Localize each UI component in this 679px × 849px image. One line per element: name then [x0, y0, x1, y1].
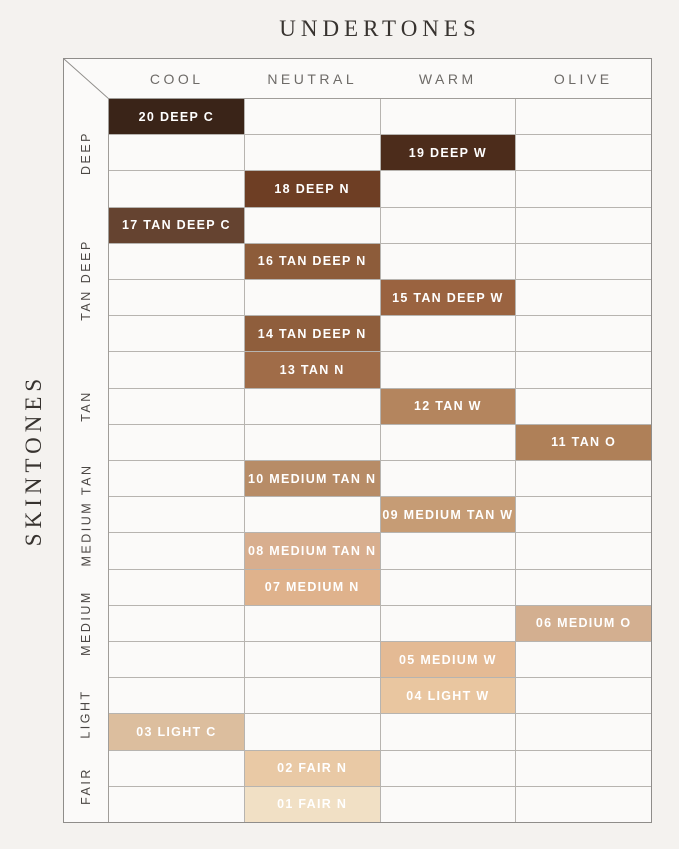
- grid-cell-empty: [109, 533, 244, 568]
- shade-grid: [109, 99, 651, 822]
- grid-cell-empty: [516, 787, 651, 822]
- grid-cell-empty: [381, 461, 516, 496]
- grid-cell-empty: [381, 787, 516, 822]
- column-header-cool: COOL: [149, 70, 204, 87]
- grid-cell-empty: [381, 171, 516, 206]
- row-group-light: [64, 677, 108, 749]
- grid-cell-empty: [516, 135, 651, 170]
- grid-cell-empty: [109, 461, 244, 496]
- grid-cell-empty: [109, 135, 244, 170]
- grid-cell-empty: [516, 461, 651, 496]
- column-headers: [109, 59, 651, 99]
- row-group-label: LIGHT: [79, 688, 93, 739]
- grid-cell-empty: [381, 714, 516, 749]
- grid-cell-empty: [516, 99, 651, 134]
- grid-cell-empty: [109, 280, 244, 315]
- row-group-label: TAN: [78, 390, 93, 423]
- grid-cell-empty: [245, 208, 380, 243]
- row-group-medium: [64, 569, 108, 677]
- grid-cell-empty: [245, 280, 380, 315]
- grid-cell-empty: [516, 570, 651, 605]
- shade-cell-11-tan-o: 11 TAN O: [516, 425, 651, 460]
- row-group-label: MEDIUM TAN: [79, 463, 94, 567]
- grid-cell-empty: [516, 280, 651, 315]
- grid-cell-empty: [109, 497, 244, 532]
- grid-cell-empty: [381, 751, 516, 786]
- grid-cell-empty: [516, 208, 651, 243]
- grid-cell-empty: [516, 533, 651, 568]
- shade-cell-08-medium-tan-n: 08 MEDIUM TAN N: [245, 533, 380, 568]
- shade-chart-table: [63, 58, 652, 823]
- grid-cell-empty: [245, 497, 380, 532]
- shade-cell-06-medium-o: 06 MEDIUM O: [516, 606, 651, 641]
- grid-cell-empty: [245, 389, 380, 424]
- grid-cell-empty: [516, 642, 651, 677]
- grid-cell-empty: [245, 135, 380, 170]
- grid-cell-empty: [109, 787, 244, 822]
- grid-cell-empty: [381, 352, 516, 387]
- grid-cell-empty: [109, 642, 244, 677]
- grid-cell-empty: [516, 751, 651, 786]
- shade-cell-14-tan-deep-n: 14 TAN DEEP N: [245, 316, 380, 351]
- shade-cell-20-deep-c: 20 DEEP C: [109, 99, 244, 134]
- grid-cell-empty: [516, 352, 651, 387]
- grid-cell-empty: [109, 171, 244, 206]
- grid-cell-empty: [109, 316, 244, 351]
- grid-cell-empty: [109, 352, 244, 387]
- grid-cell-empty: [516, 714, 651, 749]
- grid-cell-empty: [516, 316, 651, 351]
- grid-cell-empty: [109, 570, 244, 605]
- shade-cell-01-fair-n: 01 FAIR N: [245, 787, 380, 822]
- shade-cell-04-light-w: 04 LIGHT W: [381, 678, 516, 713]
- grid-cell-empty: [109, 244, 244, 279]
- shade-cell-16-tan-deep-n: 16 TAN DEEP N: [245, 244, 380, 279]
- shade-cell-17-tan-deep-c: 17 TAN DEEP C: [109, 208, 244, 243]
- column-header-olive: OLIVE: [553, 70, 613, 87]
- grid-cell-empty: [109, 389, 244, 424]
- shade-cell-12-tan-w: 12 TAN W: [381, 389, 516, 424]
- grid-cell-empty: [109, 678, 244, 713]
- row-group-label: MEDIUM: [79, 590, 94, 657]
- grid-cell-empty: [381, 244, 516, 279]
- shade-cell-15-tan-deep-w: 15 TAN DEEP W: [381, 280, 516, 315]
- chart-title: UNDERTONES: [279, 16, 481, 41]
- grid-cell-empty: [109, 751, 244, 786]
- shade-cell-07-medium-n: 07 MEDIUM N: [245, 570, 380, 605]
- row-group-label: FAIR: [78, 766, 93, 805]
- shade-cell-05-medium-w: 05 MEDIUM W: [381, 642, 516, 677]
- grid-cell-empty: [381, 99, 516, 134]
- shade-cell-02-fair-n: 02 FAIR N: [245, 751, 380, 786]
- column-header-warm: WARM: [418, 70, 477, 87]
- grid-cell-empty: [109, 606, 244, 641]
- corner-cell: [64, 59, 109, 99]
- shade-cell-18-deep-n: 18 DEEP N: [245, 171, 380, 206]
- grid-cell-empty: [516, 171, 651, 206]
- row-group-medium-tan: [64, 461, 108, 569]
- grid-cell-empty: [381, 533, 516, 568]
- shade-cell-19-deep-w: 19 DEEP W: [381, 135, 516, 170]
- row-group-deep: [64, 99, 108, 207]
- grid-cell-empty: [245, 425, 380, 460]
- grid-cell-empty: [245, 99, 380, 134]
- corner-diagonal-line: [64, 59, 109, 99]
- grid-cell-empty: [245, 642, 380, 677]
- row-group-fair: [64, 750, 108, 822]
- grid-cell-empty: [245, 714, 380, 749]
- shade-cell-09-medium-tan-w: 09 MEDIUM TAN W: [381, 497, 516, 532]
- row-group-tan: [64, 352, 108, 460]
- shade-cell-03-light-c: 03 LIGHT C: [109, 714, 244, 749]
- column-header-neutral: NEUTRAL: [267, 70, 358, 87]
- y-axis-title: SKINTONES: [21, 373, 46, 547]
- grid-cell-empty: [381, 316, 516, 351]
- shade-cell-13-tan-n: 13 TAN N: [245, 352, 380, 387]
- row-group-tan-deep: [64, 207, 108, 352]
- grid-cell-empty: [516, 389, 651, 424]
- grid-cell-empty: [245, 606, 380, 641]
- grid-cell-empty: [381, 606, 516, 641]
- grid-cell-empty: [245, 678, 380, 713]
- grid-cell-empty: [109, 425, 244, 460]
- shade-cell-10-medium-tan-n: 10 MEDIUM TAN N: [245, 461, 380, 496]
- grid-cell-empty: [516, 497, 651, 532]
- grid-cell-empty: [381, 570, 516, 605]
- row-group-label: DEEP: [79, 131, 94, 176]
- grid-cell-empty: [516, 678, 651, 713]
- row-group-labels: [64, 99, 109, 822]
- grid-cell-empty: [381, 425, 516, 460]
- row-group-label: TAN DEEP: [79, 238, 93, 321]
- grid-cell-empty: [516, 244, 651, 279]
- grid-cell-empty: [381, 208, 516, 243]
